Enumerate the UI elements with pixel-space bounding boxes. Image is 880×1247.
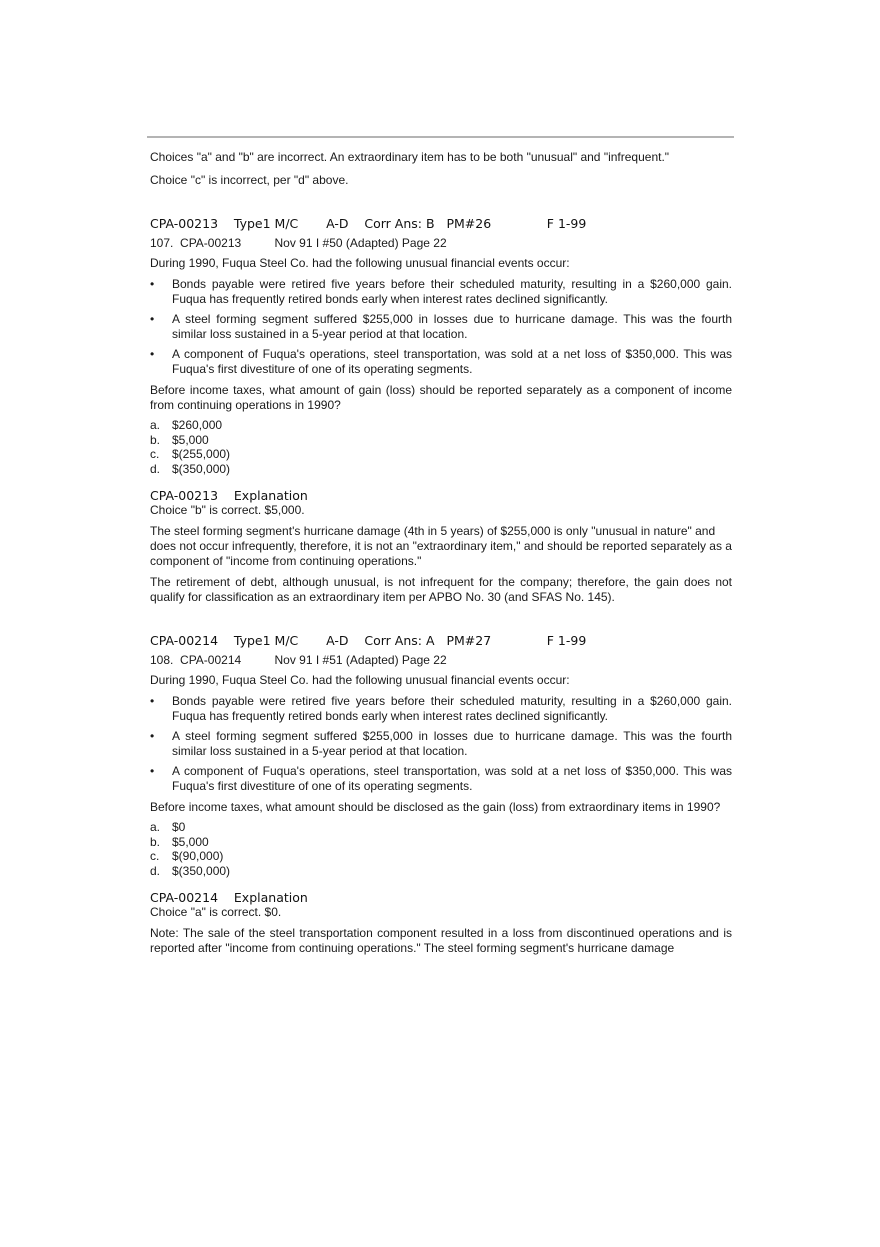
bullet-icon: • [150,729,155,743]
explanation-paragraph: Note: The sale of the steel transportation component resulted in a loss from discontinued operations and is reported after "income from continuing operations." The steel forming segment's hurricane damage [150,926,732,955]
answer-choice: b. $5,000 [150,834,209,849]
intro-line: Choice "c" is incorrect, per "d" above. [150,173,349,187]
question-block [150,216,732,605]
answer-choice: d. $(350,000) [150,461,231,476]
explanation-header: CPA-00213 Explanation [150,488,308,503]
bullet-icon: • [150,277,155,291]
event-list [150,277,732,377]
question-reference: 107. CPA-00213 Nov 91 I #50 (Adapted) Page 22 [150,236,447,250]
bullet-icon: • [150,694,155,708]
answer-choice: c. $(255,000) [150,447,231,461]
question-header: CPA-00214 Type1 M/C A-D Corr Ans: A PM#27 F 1-99 [150,633,587,648]
explanation-header: CPA-00214 Explanation [150,890,308,905]
explanation-paragraph: The retirement of debt, although unusual, is not infrequent for the company; therefore, the gain does not qualify for classification as an extraordinary item per APBO No. 30 (and SFAS No. 145). [150,575,732,604]
event-item: • A component of Fuqua's operations, steel transportation, was sold at a net loss of $350,000. This was Fuqua's first divestiture of one of its operating segments. [150,347,732,376]
question-stem: During 1990, Fuqua Steel Co. had the following unusual financial events occur: [150,256,570,270]
answer-choices [150,418,732,476]
event-item: • A component of Fuqua's operations, steel transportation, was sold at a net loss of $350,000. This was Fuqua's first divestiture of one of its operating segments. [150,764,732,793]
page-content [150,150,732,962]
question-text: Before income taxes, what amount should be disclosed as the gain (loss) from extraordinary items in 1990? [150,800,721,814]
answer-choice: c. $(90,000) [150,849,224,863]
intro-line: Choices "a" and "b" are incorrect. An extraordinary item has to be both "unusual" and "infrequent." [150,150,670,164]
event-item: • A steel forming segment suffered $255,000 in losses due to hurricane damage. This was the fourth similar loss sustained in a 5-year period at that location. [150,312,732,341]
answer-choice: d. $(350,000) [150,863,231,878]
intro-section [150,150,732,188]
question-text: Before income taxes, what amount of gain (loss) should be reported separately as a component of income from continuing operations in 1990? [150,383,732,412]
explanation-answer: Choice "a" is correct. $0. [150,905,282,919]
event-list [150,694,732,794]
bullet-icon: • [150,347,155,361]
question-header: CPA-00213 Type1 M/C A-D Corr Ans: B PM#26 F 1-99 [150,216,587,231]
event-item: • A steel forming segment suffered $255,000 in losses due to hurricane damage. This was the fourth similar loss sustained in a 5-year period at that location. [150,729,732,758]
answer-choices [150,820,732,878]
explanation-paragraph: The steel forming segment's hurricane damage (4th in 5 years) of $255,000 is only "unusual in nature" and does not occur infrequently, therefore, it is not an "extraordinary item," and should be reported separately as a component of "income from continuing operations." [150,524,732,568]
bullet-icon: • [150,312,155,326]
answer-choice: a. $0 [150,820,186,834]
bullet-icon: • [150,764,155,778]
question-reference: 108. CPA-00214 Nov 91 I #51 (Adapted) Page 22 [150,653,447,667]
question-stem: During 1990, Fuqua Steel Co. had the following unusual financial events occur: [150,673,570,687]
answer-choice: b. $5,000 [150,432,209,447]
event-item: • Bonds payable were retired five years before their scheduled maturity, resulting in a $260,000 gain. Fuqua has frequently retired bonds early when interest rates declined significantly. [150,694,732,723]
event-item: • Bonds payable were retired five years before their scheduled maturity, resulting in a $260,000 gain. Fuqua has frequently retired bonds early when interest rates declined significantly. [150,277,732,306]
explanation-answer: Choice "b" is correct. $5,000. [150,503,305,517]
header-rule [147,136,734,138]
question-block [150,633,732,956]
answer-choice: a. $260,000 [150,418,223,432]
